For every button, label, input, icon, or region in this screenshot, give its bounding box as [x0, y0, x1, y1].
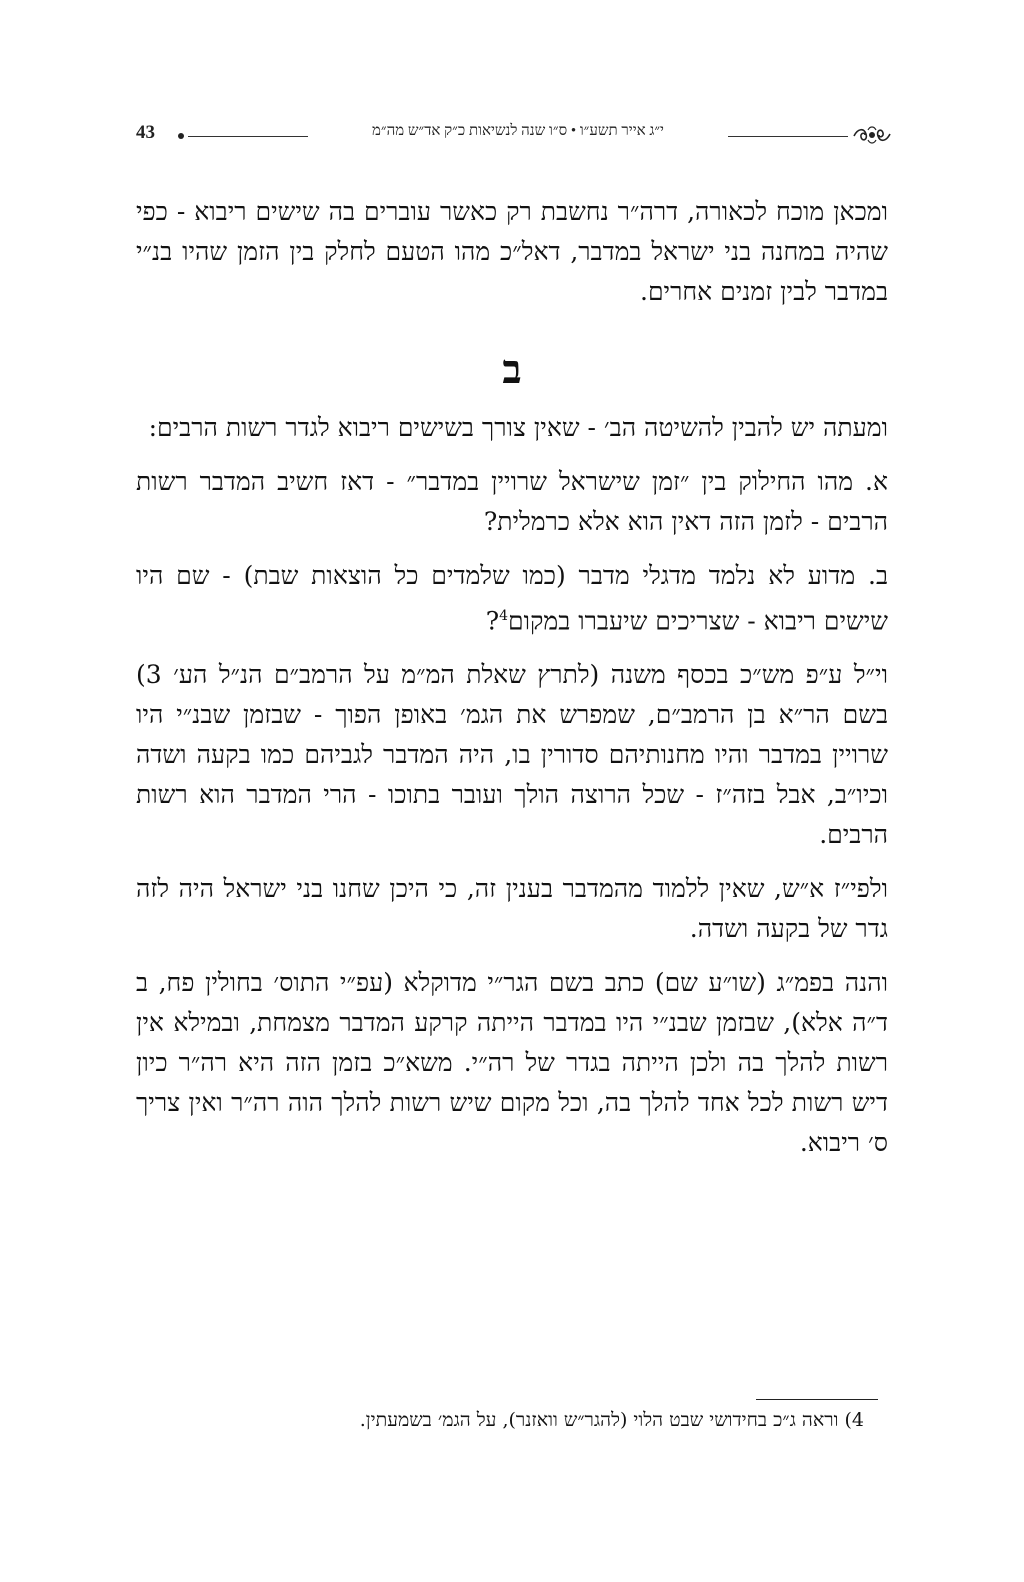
section-paragraph-1: ומעתה יש להבין להשיטה הב׳ - שאין צורך בשישים ריבוא לגדר רשות הרבים: — [148, 413, 888, 442]
footnote-rule — [756, 1399, 878, 1400]
footnote-ref[interactable]: 4 — [499, 608, 509, 624]
section-paragraph-5: ולפי״ז א״ש, שאין ללמוד מהמדבר בענין זה, כי היכן שחנו בני ישראל היה לזה גדר של בקעה ושדה. — [136, 874, 888, 944]
section-paragraph-2: א. מהו החילוק בין ״זמן שישראל שרויין במדבר״ - דאז חשיב המדבר רשות הרבים - לזמן הזה דאין הוא אלא כרמלית? — [136, 467, 888, 536]
header-rule-left — [188, 136, 308, 137]
page-number: 43 — [136, 122, 155, 143]
section-heading: ב — [502, 346, 522, 393]
section-paragraph-4: וי״ל ע״פ מש״כ בכסף משנה (לתרץ שאלת המ״מ על הרמב״ם הנ״ל הע׳ 3) בשם הר״א בן הרמב״ם, שמפרש את הגמ׳ באופן הפוך - שבזמן שבנ״י היו שרויין במדבר והיו מחנותיהם סדורין בו, היה המדבר לגביהם כמו בקעה ושדה וכיו״ב, אבל בזה״ז - שכל הרוצה הולך ועובר בתוכו - הרי המדבר הוא רשות הרבים. — [136, 660, 888, 850]
intro-paragraph: ומכאן מוכח לכאורה, דרה״ר נחשבת רק כאשר עוברים בה שישים ריבוא - כפי שהיה במחנה בני ישראל במדבר, דאל״כ מהו הטעם לחלק בין הזמן שהיו בנ״י במדבר לבין זמנים אחרים. — [136, 197, 888, 306]
paragraph-3-text: ב. מדוע לא נלמד מדגלי מדבר (כמו שלמדים כל הוצאות שבת) - שם היו שישים ריבוא - שצריכים שיעברו במקום — [136, 561, 888, 636]
section-body — [136, 408, 888, 1177]
paragraph-3-tail: ? — [485, 606, 500, 636]
section-paragraph-6: והנה בפמ״ג (שו״ע שם) כתב בשם הגר״י מדוקלא (עפ״י התוס׳ בחולין פח, ב ד״ה אלא), שבזמן שבנ״י היו במדבר הייתה קרקע המדבר מצמחת, ובמילא אין רשות להלך בה ולכן הייתה בגדר של רה״י. משא״כ בזמן הזה היא רה״ר כיון דיש רשות לכל אחד להלך בה, וכל מקום שיש רשות להלך הוה רה״ר ואין צריך ס׳ ריבוא. — [136, 968, 888, 1158]
header-rule-right — [728, 136, 848, 137]
header-dot — [178, 133, 184, 139]
scroll-ornament-icon — [852, 122, 892, 148]
header-title: י״ג אייר תשע״ו • ס״ו שנה לנשיאות כ״ק אד״ש מה״מ — [372, 123, 664, 139]
running-header — [136, 118, 888, 154]
intro-block — [136, 192, 888, 326]
section-paragraph-3 — [136, 556, 888, 641]
footnote: 4) וראה ג״כ בחידושי שבט הלוי (להגר״ש וואזנר), על הגמ׳ בשמעתין. — [359, 1409, 864, 1431]
